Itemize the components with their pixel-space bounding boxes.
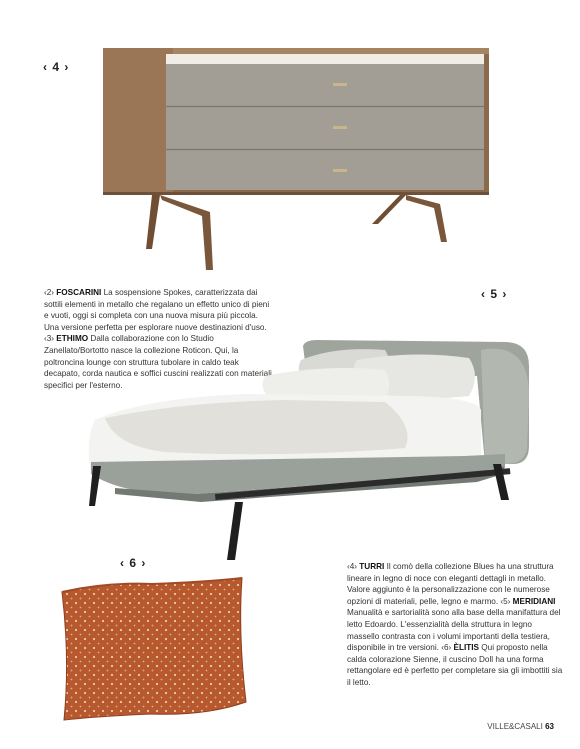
caption-number: ‹3›	[44, 334, 55, 344]
dresser-image	[100, 44, 492, 276]
magazine-name: VILLE&CASALI	[487, 722, 543, 731]
caption-number: ‹5›	[500, 596, 511, 606]
brand-name: MERIDIANI	[512, 596, 556, 606]
marker-5: ‹ 5 ›	[481, 287, 508, 301]
caption-text: Qui proposto nella calda colorazione Sienne, il cuscino Doll ha una forma rettangolare ed è perfetto per completare sia gli imbottiti sia il letto.	[347, 643, 563, 687]
brand-name: FOSCARINI	[56, 288, 102, 297]
caption-number: ‹2›	[44, 288, 55, 297]
brand-name: ÈLITIS	[453, 643, 479, 653]
caption-number: ‹6›	[441, 643, 452, 653]
caption-text: Manualità e sartorialità sono alla base della manifattura del letto Edoardo. L'essenzialità della struttura in legno massello contrasta con i volumi importanti della testiera, disponibile in tre versioni.	[347, 608, 561, 653]
marker-6: ‹ 6 ›	[120, 556, 147, 570]
marker-4: ‹ 4 ›	[43, 60, 70, 74]
caption-text: La sospensione Spokes, caratterizzata dai sottili elementi in metallo che regalano un effetto unico di pieni e vuoti, oggi si completa con una nuova misura più piccola. Una versione perfetta per esplorare nuove destinazioni d'uso.	[44, 288, 270, 332]
caption-text: Il comò della collezione Blues ha una struttura lineare in legno di noce con eleganti dettagli in metallo. Valore aggiunto è la personalizzazione con le numerose opzioni di materiali, pelle, legno e marmo.	[347, 562, 554, 606]
brand-name: ETHIMO	[56, 334, 89, 344]
caption-text: Dalla collaborazione con lo Studio Zanellato/Bortotto nasce la collezione Roticon. Qui, la poltroncina lounge con struttura tubolare in caldo teak decapato, corda nautica e soffici cuscini realizzati con materiali specifici per l'esterno.	[44, 334, 272, 390]
page-footer	[487, 722, 554, 731]
page-number: 63	[545, 722, 554, 731]
caption-turri-meridiani-elitis	[347, 561, 565, 689]
bed-image	[85, 336, 533, 564]
cushion-image	[56, 574, 248, 724]
caption-number: ‹4›	[347, 562, 358, 571]
brand-name: TURRI	[359, 562, 385, 571]
